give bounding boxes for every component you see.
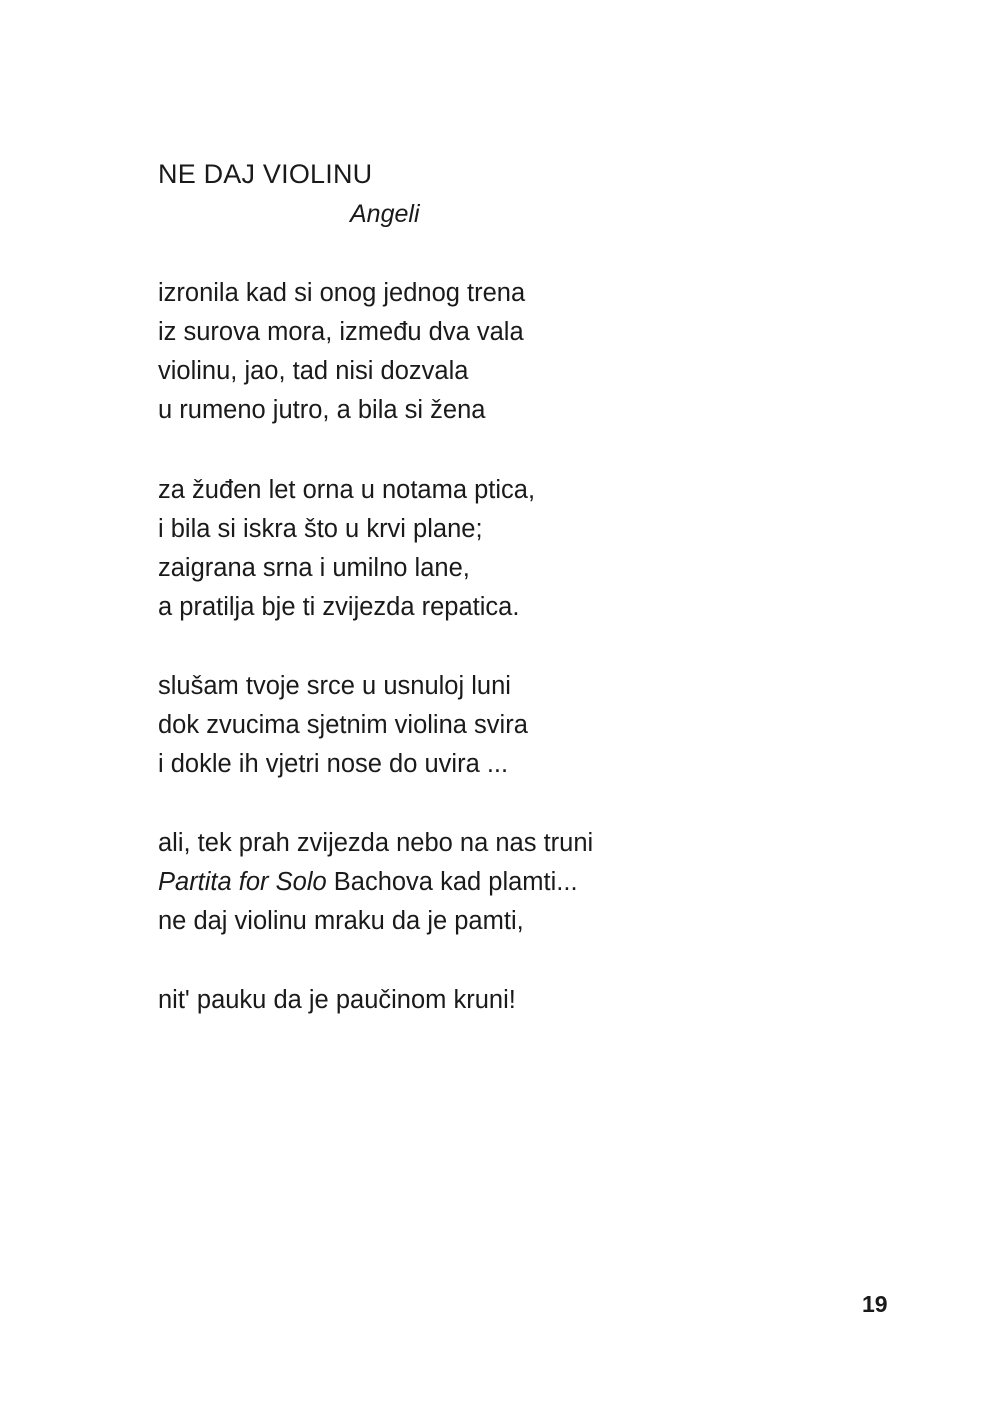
poem-author: Angeli: [350, 200, 420, 228]
poem-title: NE DAJ VIOLINU: [158, 159, 373, 189]
verse-line: za žuđen let orna u notama ptica,: [158, 476, 536, 504]
verse-line: u rumeno jutro, a bila si žena: [158, 396, 486, 424]
verse-line: a pratilja bje ti zvijezda repatica.: [158, 593, 520, 621]
stanza-2: [158, 471, 535, 627]
verse-line: i bila si iskra što u krvi plane;: [158, 515, 483, 543]
verse-line: iz surova mora, između dva vala: [158, 318, 524, 346]
stanza-5: [158, 981, 516, 1020]
verse-line: i dokle ih vjetri nose do uvira ...: [158, 750, 509, 778]
italic-work-title: Partita for Solo: [158, 868, 327, 896]
verse-line: izronila kad si onog jednog trena: [158, 279, 526, 307]
stanza-4: [158, 824, 593, 941]
verse-line: ne daj violinu mraku da je pamti,: [158, 907, 524, 935]
verse-line: nit' pauku da je paučinom kruni!: [158, 986, 516, 1014]
stanza-1: [158, 274, 525, 430]
verse-line-rest: Bachova kad plamti...: [326, 868, 578, 896]
verse-line: violinu, jao, tad nisi dozvala: [158, 357, 469, 385]
verse-line: dok zvucima sjetnim violina svira: [158, 711, 528, 739]
page-number: 19: [862, 1291, 888, 1317]
verse-line: slušam tvoje srce u usnuloj luni: [158, 672, 511, 700]
verse-line-with-italic: [158, 863, 593, 902]
verse-line: zaigrana srna i umilno lane,: [158, 554, 470, 582]
verse-line: ali, tek prah zvijezda nebo na nas truni: [158, 829, 594, 857]
stanza-3: [158, 667, 528, 784]
